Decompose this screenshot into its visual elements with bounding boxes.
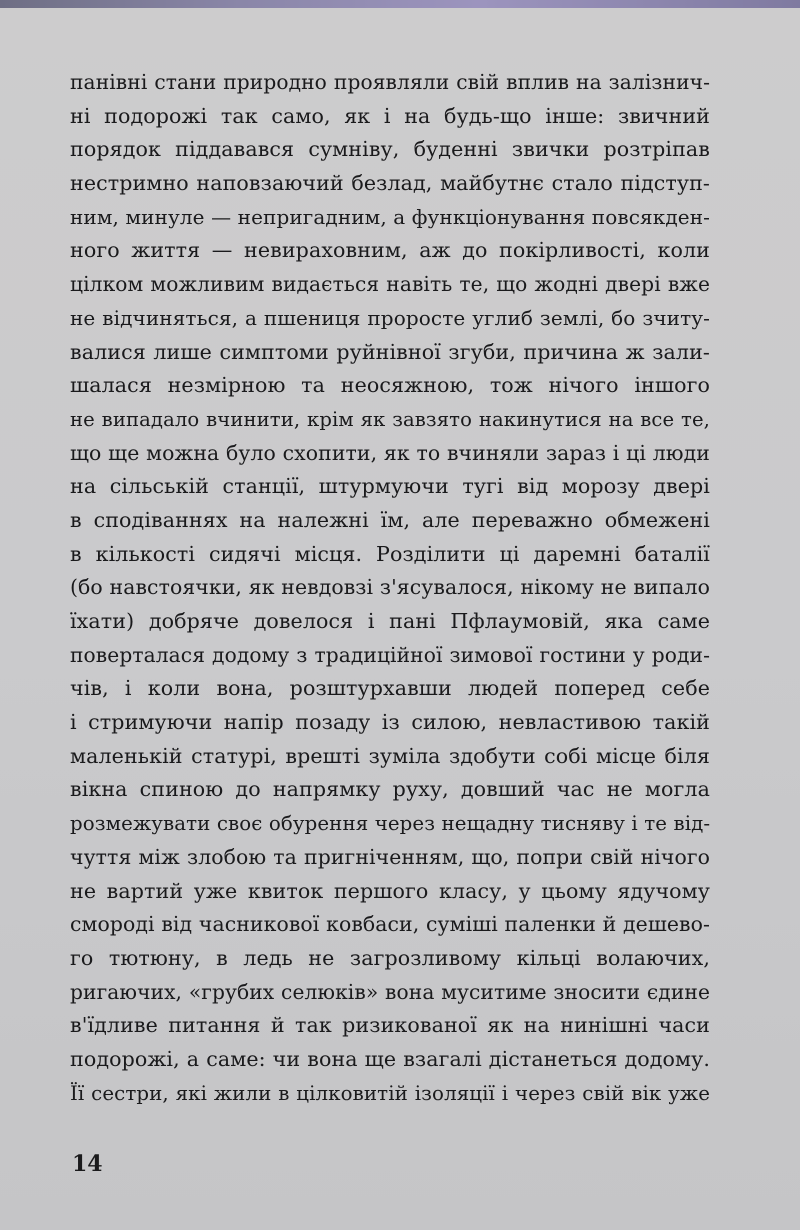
text-line-8: не відчиняться, а пшениця проросте углиб землі, бо зчиту- — [70, 305, 710, 330]
text-line-29: в'їдливе питання й так ризикованої як на нинішні часи — [70, 1013, 710, 1038]
text-line-7: цілком можливим видається навіть те, що жодні двері вже — [70, 272, 710, 297]
text-line-5: ним, минуле — непригадним, а функціонування повсякден- — [70, 204, 710, 229]
text-line-30: подорожі, а саме: чи вона ще взагалі дістанеться додому. — [70, 1046, 710, 1071]
text-line-24: чуття між злобою та пригніченням, що, попри свій нічого — [70, 844, 710, 869]
text-line-4: нестримно наповзаючий безлад, майбутнє стало підступ- — [70, 171, 710, 196]
text-line-21: маленькій статурі, врешті зуміла здобути собі місце біля — [70, 743, 710, 768]
page-top-edge — [0, 0, 800, 8]
text-line-22: вікна спиною до напрямку руху, довший час не могла — [70, 777, 710, 802]
text-line-27: го тютюну, в ледь не загрозливому кільці волаючих, — [70, 945, 710, 970]
text-line-25: не вартий уже квиток першого класу, у цьому ядучому — [70, 878, 710, 903]
text-line-16: (бо навстоячки, як невдовзі з'ясувалося, нікому не випало — [70, 575, 710, 600]
text-line-12: що ще можна було схопити, як то вчиняли зараз і ці люди — [70, 440, 710, 465]
text-line-3: порядок піддавався сумніву, буденні звички розтріпав — [70, 137, 710, 162]
text-line-9: валися лише симптоми руйнівної згуби, причина ж зали- — [70, 339, 710, 364]
text-line-23: розмежувати своє обурення через нещадну тисняву і те від- — [70, 812, 711, 836]
text-line-31: Її сестри, які жили в цілковитій ізоляції і через свій вік уже — [70, 1081, 710, 1105]
text-line-6: ного життя — невираховним, аж до покірливості, коли — [70, 238, 710, 263]
text-line-11: не випадало вчинити, крім як завзято накинутися на все те, — [70, 407, 710, 431]
text-line-19: чів, і коли вона, розштурхавши людей поперед себе — [70, 676, 710, 701]
body-text — [70, 66, 710, 1110]
text-line-10: шалася незмірною та неосяжною, тож нічого іншого — [70, 373, 710, 398]
text-line-28: ригаючих, «грубих селюків» вона муситиме зносити єдине — [70, 979, 710, 1004]
text-line-2: ні подорожі так само, як і на будь-що інше: звичний — [70, 103, 710, 128]
text-line-1: панівні стани природно проявляли свій вплив на залізнич- — [70, 70, 710, 94]
text-line-26: смороді від часникової ковбаси, суміші паленки й дешево- — [70, 912, 710, 937]
text-line-17: їхати) добряче довелося і пані Пфлаумовій, яка саме — [70, 609, 710, 633]
page-number: 14 — [72, 1151, 103, 1177]
text-line-13: на сільській станції, штурмуючи тугі від морозу двері — [70, 474, 710, 499]
text-line-18: поверталася додому з традиційної зимової гостини у роди- — [70, 642, 710, 667]
text-line-15: в кількості сидячі місця. Розділити ці даремні баталії — [70, 541, 710, 566]
text-line-14: в сподіваннях на належні їм, але переважно обмежені — [70, 507, 710, 532]
text-line-20: і стримуючи напір позаду із силою, невластивою такій — [70, 710, 710, 735]
